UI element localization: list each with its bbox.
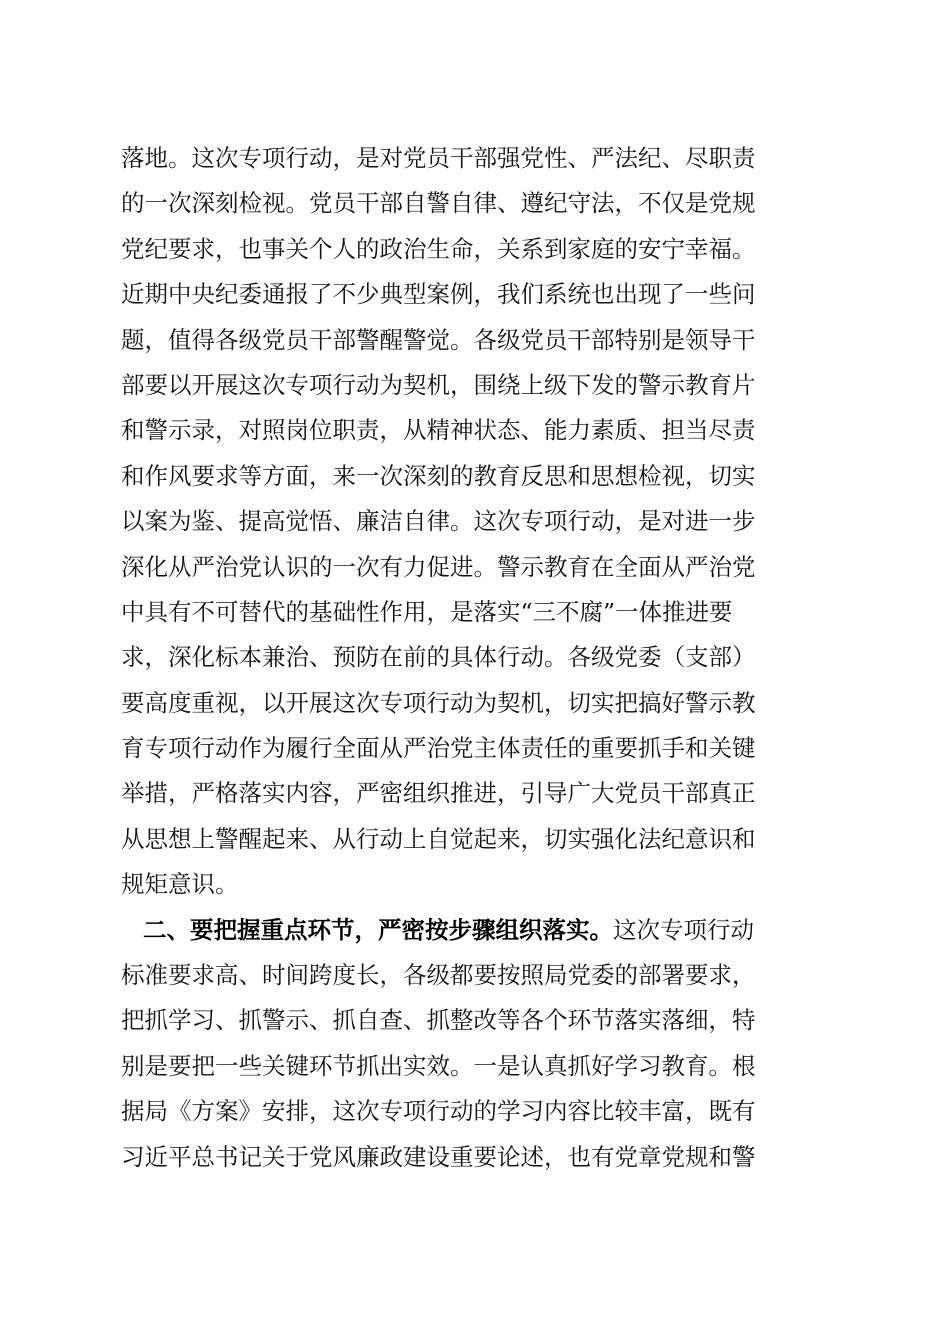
paragraph-1-line-1: 落地。这次专项行动，是对党员干部强党性、严法纪、尽职责 xyxy=(121,144,756,172)
paragraph-1-line-15: 举措，严格落实内容，严密组织推进，引导广大党员干部真正 xyxy=(121,779,756,808)
paragraph-1-line-7: 和警示录，对照岗位职责，从精神状态、能力素质、担当尽责 xyxy=(121,416,756,445)
section-2-line-2: 标准要求高、时间跨度长，各级都要按照局党委的部署要求， xyxy=(121,961,756,990)
body-text xyxy=(121,136,833,1180)
section-2-heading: 二、要把握重点环节，严密按步骤组织落实。 xyxy=(143,915,613,944)
paragraph-1-line-13: 要高度重视，以开展这次专项行动为契机，切实把搞好警示教 xyxy=(121,688,756,717)
paragraph-1-line-4: 近期中央纪委通报了不少典型案例，我们系统也出现了一些问 xyxy=(121,280,756,309)
paragraph-1-line-5: 题，值得各级党员干部警醒警觉。各级党员干部特别是领导干 xyxy=(121,325,756,354)
paragraph-1-line-6: 部要以开展这次专项行动为契机，围绕上级下发的警示教育片 xyxy=(121,370,756,399)
paragraph-1-line-3: 党纪要求，也事关个人的政治生命，关系到家庭的安宁幸福。 xyxy=(121,234,756,263)
section-2-line-6: 习近平总书记关于党风廉政建设重要论述，也有党章党规和警 xyxy=(121,1142,756,1171)
paragraph-1-line-16: 从思想上警醒起来、从行动上自觉起来，切实强化法纪意识和 xyxy=(121,824,756,853)
paragraph-1-line-9: 以案为鉴、提高觉悟、廉洁自律。这次专项行动，是对进一步 xyxy=(121,507,756,536)
paragraph-1-line-12: 求，深化标本兼治、预防在前的具体行动。各级党委（支部） xyxy=(121,643,756,672)
paragraph-1-line-17: 规矩意识。 xyxy=(121,870,239,899)
paragraph-1-line-14: 育专项行动作为履行全面从严治党主体责任的重要抓手和关键 xyxy=(121,734,756,763)
paragraph-1-line-11: 中具有不可替代的基础性作用，是落实“三不腐”一体推进要 xyxy=(121,597,733,626)
paragraph-1-line-2: 的一次深刻检视。党员干部自警自律、遵纪守法，不仅是党规 xyxy=(121,189,756,218)
paragraph-1-line-10: 深化从严治党认识的一次有力促进。警示教育在全面从严治党 xyxy=(121,552,756,581)
section-2-line-4: 别是要把一些关键环节抓出实效。一是认真抓好学习教育。根 xyxy=(121,1051,756,1080)
section-2-first-line-text: 这次专项行动 xyxy=(613,915,754,944)
section-2-first-line xyxy=(121,908,833,953)
section-2-line-3: 把抓学习、抓警示、抓自查、抓整改等各个环节落实落细，特 xyxy=(121,1006,756,1035)
section-2-line-5: 据局《方案》安排，这次专项行动的学习内容比较丰富，既有 xyxy=(121,1097,756,1126)
paragraph-1-line-8: 和作风要求等方面，来一次深刻的教育反思和思想检视，切实 xyxy=(121,461,756,490)
